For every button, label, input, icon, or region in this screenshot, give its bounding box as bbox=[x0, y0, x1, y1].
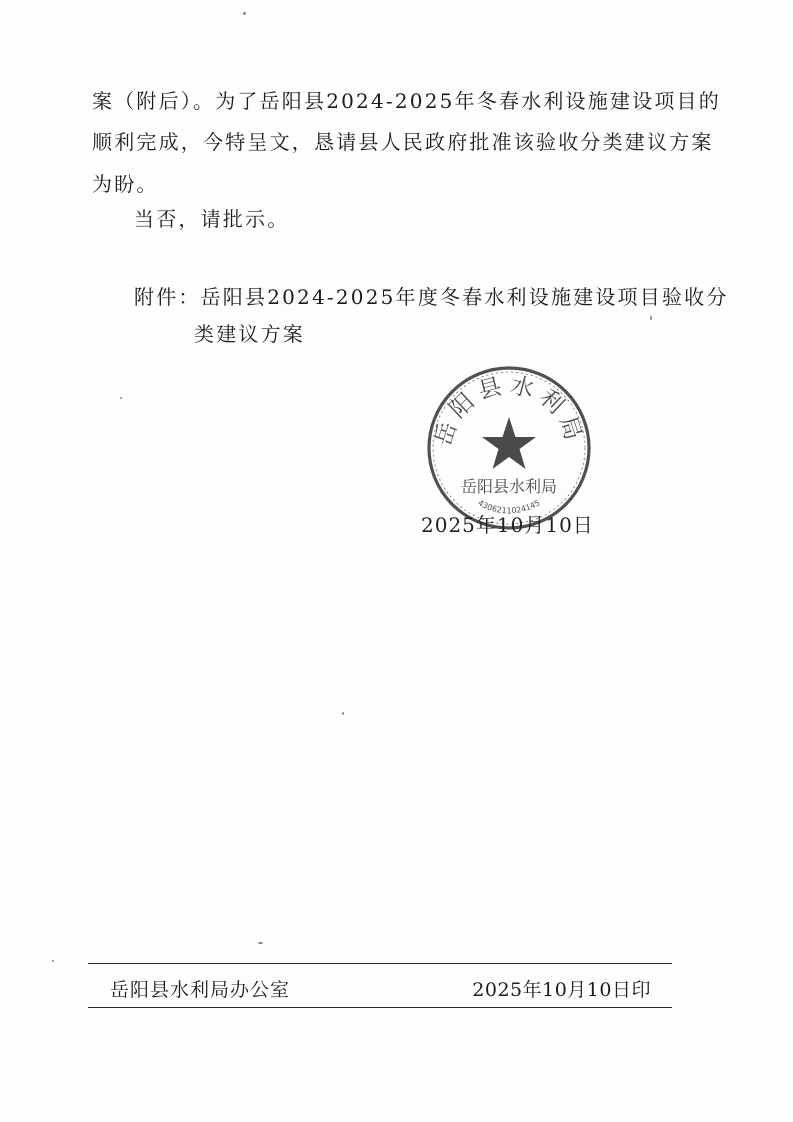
attachment-line-2: 类建议方案 bbox=[194, 322, 305, 346]
footer-bottom-rule bbox=[88, 1007, 672, 1008]
footer-print-date: 2025年10月10日印 bbox=[472, 979, 651, 1001]
scan-speck bbox=[52, 960, 54, 962]
body-paragraph-line-1: 案（附后）。为了岳阳县2024-2025年冬春水利设施建设项目的 bbox=[92, 89, 721, 113]
footer-top-rule bbox=[88, 963, 672, 964]
scan-speck bbox=[120, 397, 122, 399]
signature-date: 2025年10月10日 bbox=[421, 513, 594, 537]
seal-ring-text: 岳阳县水利局 bbox=[430, 372, 588, 449]
body-paragraph-line-3: 为盼。 bbox=[92, 172, 159, 196]
footer-issuer: 岳阳县水利局办公室 bbox=[110, 979, 291, 1001]
scan-speck bbox=[650, 316, 652, 320]
seal-code: 4306211024145 bbox=[476, 498, 542, 516]
scan-speck bbox=[258, 942, 263, 944]
body-paragraph-line-2: 顺利完成，今特呈文，恳请县人民政府批准该验收分类建议方案 bbox=[92, 130, 714, 154]
official-seal bbox=[426, 365, 592, 531]
closing-request: 当否，请批示。 bbox=[134, 207, 290, 231]
seal-center-text: 岳阳县水利局 bbox=[460, 477, 558, 496]
scan-speck bbox=[243, 12, 246, 15]
scan-speck bbox=[342, 712, 344, 715]
seal-star-icon bbox=[482, 417, 536, 469]
attachment-line-1: 附件：岳阳县2024-2025年度冬春水利设施建设项目验收分 bbox=[134, 285, 729, 309]
